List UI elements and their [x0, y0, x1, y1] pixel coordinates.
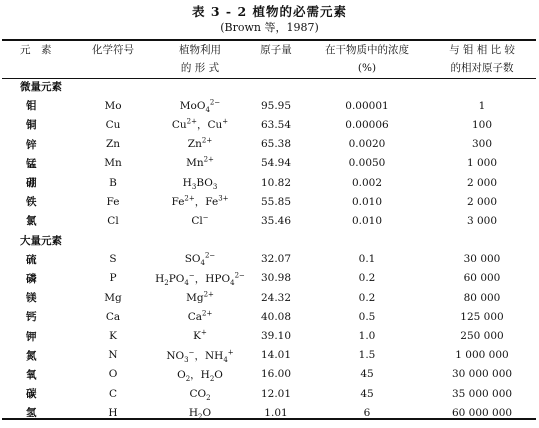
header-conc: 在干物质中的浓度	[325, 44, 409, 56]
cell-symbol: Mo	[104, 99, 122, 112]
header-mass-2	[246, 59, 306, 77]
cell-rel: 250 000	[460, 330, 504, 343]
cell-mass: 55.85	[260, 195, 292, 208]
cell-form: $O_2$，$H_2O$	[177, 368, 223, 383]
cell-conc: 1.0	[358, 330, 376, 343]
cell-mass: 30.98	[260, 272, 292, 285]
header-rel-2: 的相对原子数	[450, 62, 514, 74]
cell-rel: 1	[478, 99, 486, 112]
cell-conc: 0.010	[351, 195, 383, 208]
cell-element: 钼	[26, 100, 37, 113]
table-row	[2, 288, 536, 307]
cell-mass: 40.08	[260, 310, 292, 323]
cell-rel: 80 000	[463, 291, 501, 304]
cell-form: $SO_4^{2-}$	[184, 251, 216, 268]
section-row	[2, 231, 536, 250]
cell-symbol: S	[109, 253, 117, 266]
table-row	[2, 269, 536, 288]
table-title: 表 3 - 2 植物的必需元素	[192, 4, 347, 19]
header-form-2: 的 形 式	[180, 62, 220, 74]
cell-conc: 0.0050	[348, 157, 386, 170]
cell-rel: 30 000	[463, 253, 501, 266]
cell-symbol: Ca	[105, 310, 121, 323]
cell-conc: 0.2	[358, 291, 376, 304]
cell-element: 氯	[26, 215, 37, 228]
cell-symbol: C	[108, 387, 118, 400]
cell-element: 锌	[26, 138, 37, 151]
cell-form: MoO$_4^{2-}$	[179, 98, 221, 114]
cell-form: $Cu^{2+}$，Cu+	[171, 117, 229, 132]
table-row	[2, 307, 536, 326]
header-conc-2: (%)	[357, 62, 377, 74]
cell-mass: 35.46	[260, 214, 292, 227]
table-row	[2, 173, 536, 192]
cell-symbol: K	[109, 330, 117, 343]
cell-element: 氮	[26, 349, 37, 362]
table-row	[2, 192, 536, 211]
cell-mass: 1.01	[264, 406, 288, 419]
header-symbol-2	[72, 59, 154, 77]
header-row-2	[2, 59, 536, 77]
header-form: 植物利用	[179, 44, 221, 56]
cell-form: $H_3BO_3$	[182, 176, 218, 191]
cell-rel: 3 000	[466, 214, 498, 227]
table-row	[2, 346, 536, 365]
cell-element: 钙	[26, 311, 37, 324]
table-row	[2, 115, 536, 134]
cell-mass: 24.32	[260, 291, 292, 304]
cell-mass: 16.00	[260, 368, 292, 381]
section-label: 微量元素	[20, 81, 62, 94]
cell-symbol: H	[108, 406, 118, 419]
cell-symbol: P	[109, 272, 117, 285]
cell-form: $Mn^{2+}$	[186, 155, 214, 170]
cell-element: 镁	[26, 292, 37, 305]
cell-mass: 32.07	[260, 253, 292, 266]
header-mass: 原子量	[260, 44, 292, 56]
header-element: 元 素	[20, 44, 52, 56]
cell-conc: 0.010	[351, 214, 383, 227]
cell-mass: 10.82	[260, 176, 292, 189]
table-source: (Brown 等，1987)	[220, 21, 319, 34]
cell-rel: 1 000	[466, 157, 498, 170]
table-row	[2, 96, 536, 115]
table-body	[2, 77, 536, 422]
cell-symbol: Fe	[106, 195, 120, 208]
section-label: 大量元素	[20, 234, 62, 247]
cell-rel: 60 000	[463, 272, 501, 285]
cell-form: $Mg^{2+}$	[186, 290, 214, 304]
cell-form: Cl−	[191, 213, 209, 227]
cell-mass: 63.54	[260, 118, 292, 131]
table-row	[2, 211, 536, 230]
cell-element: 钾	[26, 330, 37, 343]
cell-symbol: Zn	[105, 138, 121, 151]
cell-symbol: O	[108, 368, 118, 381]
cell-symbol: Cu	[105, 118, 121, 131]
cell-conc: 0.1	[358, 253, 376, 266]
table-row	[2, 365, 536, 384]
cell-symbol: B	[109, 176, 117, 189]
cell-form: $H_2PO_4^-$，$HPO_4^{2-}$	[155, 271, 245, 288]
cell-rel: 100	[471, 118, 493, 131]
table-row	[2, 135, 536, 154]
cell-form: $CO_2$	[189, 387, 211, 402]
cell-rel: 125 000	[460, 310, 504, 323]
cell-element: 氧	[26, 368, 37, 381]
cell-rel: 35 000 000	[451, 387, 513, 400]
cell-conc: 1.5	[358, 349, 376, 362]
header-element-2	[2, 59, 72, 77]
cell-element: 锰	[26, 157, 37, 170]
cell-rel: 30 000 000	[451, 368, 513, 381]
cell-conc: 0.0020	[348, 138, 386, 151]
cell-mass: 39.10	[260, 330, 292, 343]
cell-symbol: Cl	[107, 214, 119, 227]
cell-form: K+	[193, 328, 207, 343]
cell-form: $Ca^{2+}$	[187, 309, 213, 323]
table-row	[2, 384, 536, 403]
cell-conc: 0.002	[351, 176, 383, 189]
cell-form: $H_2O$	[188, 406, 212, 421]
cell-conc: 45	[360, 368, 374, 381]
table-row	[2, 250, 536, 269]
cell-element: 磷	[26, 272, 37, 285]
cell-rel: 60 000 000	[451, 406, 513, 419]
cell-rel: 300	[471, 138, 493, 151]
table-row	[2, 326, 536, 345]
cell-element: 氢	[26, 407, 37, 420]
cell-mass: 54.94	[260, 157, 292, 170]
cell-symbol: Mn	[104, 157, 122, 170]
cell-element: 铜	[26, 119, 37, 132]
cell-element: 碳	[26, 388, 37, 401]
cell-mass: 95.95	[260, 99, 292, 112]
cell-rel: 2 000	[466, 176, 498, 189]
cell-conc: 0.2	[358, 272, 376, 285]
cell-symbol: N	[108, 349, 118, 362]
cell-mass: 12.01	[260, 387, 292, 400]
cell-conc: 0.5	[358, 310, 376, 323]
cell-conc: 0.00001	[345, 99, 389, 112]
cell-element: 硼	[26, 177, 37, 190]
header-row-1	[2, 41, 536, 59]
table-row	[2, 154, 536, 173]
cell-mass: 14.01	[260, 349, 292, 362]
cell-form: $Zn^{2+}$	[187, 136, 213, 151]
cell-conc: 45	[360, 387, 374, 400]
cell-rel: 1 000 000	[455, 349, 509, 362]
cell-element: 硫	[26, 253, 37, 266]
cell-conc: 0.00006	[345, 118, 389, 131]
cell-conc: 6	[363, 406, 371, 419]
header-symbol: 化学符号	[92, 44, 134, 56]
section-row	[2, 77, 536, 96]
cell-element: 铁	[26, 196, 37, 209]
cell-symbol: Mg	[104, 291, 122, 304]
cell-form: $Fe^{2+}$，$Fe^{3+}$	[171, 194, 229, 209]
table-row	[2, 403, 536, 422]
cell-rel: 2 000	[466, 195, 498, 208]
cell-mass: 65.38	[260, 138, 292, 151]
essential-elements-table	[2, 41, 536, 422]
header-rel: 与 钼 相 比 较	[449, 44, 515, 56]
cell-form: $NO_3^-$，$NH_4^+$	[166, 348, 234, 364]
